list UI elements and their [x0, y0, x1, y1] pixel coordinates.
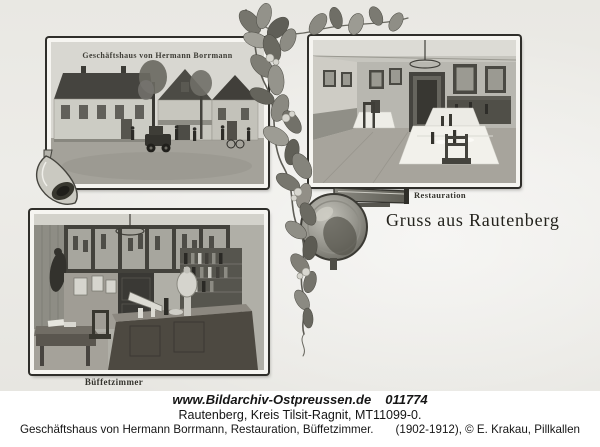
caption-description-line [0, 422, 600, 438]
image-id: 011774 [385, 392, 428, 407]
photo-bueffetzimmer-image [34, 214, 264, 370]
greeting-text: Gruss aus Rautenberg [386, 210, 560, 230]
caption-site-line [0, 393, 600, 408]
exterior-scene [51, 42, 264, 184]
photo-label-bueffetzimmer: Büffetzimmer [84, 377, 144, 387]
photo-label-restauration: Restauration [413, 190, 467, 200]
photo-restauration-image [313, 40, 516, 183]
bar-room-scene [34, 214, 264, 370]
photo-restauration [309, 36, 520, 187]
credit-text: (1902-1912), © E. Krakau, Pillkallen [395, 423, 581, 436]
photo-geschaeftshaus [47, 38, 268, 188]
restaurant-scene [313, 40, 516, 183]
description-text: Geschäftshaus von Hermann Borrmann, Restauration, Büffetzimmer. [19, 423, 374, 436]
caption-location-line: Rautenberg, Kreis Tilsit-Ragnit, MT11099-0. [178, 407, 422, 422]
photo-bueffetzimmer [30, 210, 268, 374]
caption-block [0, 391, 600, 447]
site-url: www.Bildarchiv-Ostpreussen.de [172, 392, 372, 407]
photo-geschaeftshaus-image [51, 42, 264, 184]
photo-label-geschaeftshaus: Geschäftshaus von Hermann Borrmann [82, 51, 233, 60]
